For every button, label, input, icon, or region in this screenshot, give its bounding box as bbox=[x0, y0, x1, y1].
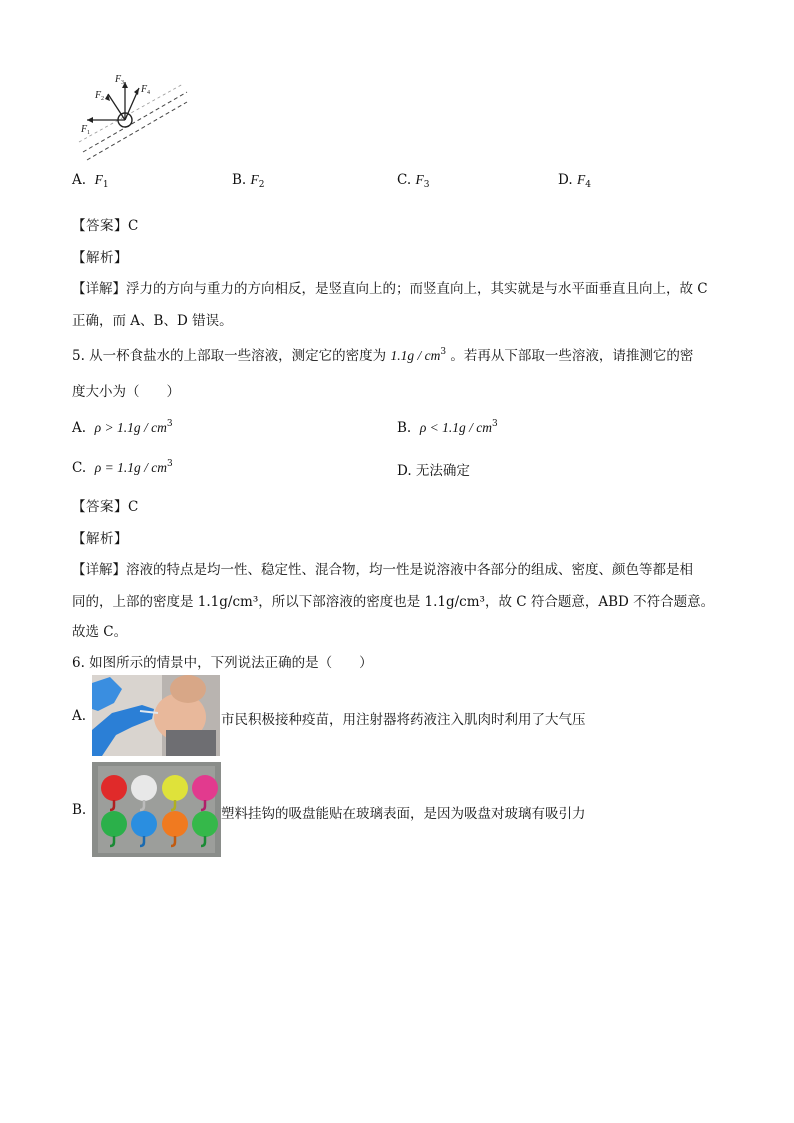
q4-option-a[interactable]: A. $F_1$ bbox=[72, 172, 109, 190]
label-f1: F bbox=[81, 124, 88, 135]
q5-option-a[interactable]: A. $\rho > 1.1g / cm^3$ bbox=[72, 419, 173, 436]
q5-analysis: 【解析】 bbox=[72, 531, 128, 547]
q6-option-b-text: 塑料挂钩的吸盘能贴在玻璃表面，是因为吸盘对玻璃有吸引力 bbox=[221, 806, 586, 822]
q5-option-d[interactable]: D. 无法确定 bbox=[397, 463, 470, 479]
label-f2: F bbox=[95, 90, 102, 101]
q4-option-c[interactable]: C. $F_3$ bbox=[397, 172, 430, 190]
q6-option-a-label[interactable]: A. bbox=[72, 708, 87, 724]
q4-detail-line2: 正确，而 A、B、D 错误。 bbox=[72, 313, 233, 329]
label-f4: F bbox=[141, 84, 148, 95]
vaccination-photo bbox=[92, 675, 220, 756]
suction-hooks-photo bbox=[92, 762, 221, 857]
q4-option-b[interactable]: B. $F_2$ bbox=[232, 172, 265, 190]
q6-stem: 6. 如图所示的情景中，下列说法正确的是（ ） bbox=[72, 655, 373, 671]
q5-stem-line2: 度大小为（ ） bbox=[72, 384, 180, 400]
svg-text:3: 3 bbox=[121, 80, 124, 86]
q5-detail-line2: 同的，上部的密度是 1.1g/cm³，所以下部溶液的密度也是 1.1g/cm³，故 C 符合题意，ABD 不符合题意。 bbox=[72, 594, 715, 610]
q4-answer: 【答案】C bbox=[72, 218, 139, 234]
label-f3: F bbox=[115, 74, 122, 85]
q4-analysis: 【解析】 bbox=[72, 250, 128, 266]
q4-detail-line1: 【详解】浮力的方向与重力的方向相反，是竖直向上的；而竖直向上，其实就是与水平面垂直且向上，故 C bbox=[72, 281, 708, 297]
q5-detail-line3: 故选 C。 bbox=[72, 624, 128, 640]
q4-option-d[interactable]: D. $F_4$ bbox=[558, 172, 591, 190]
svg-text:4: 4 bbox=[147, 90, 150, 96]
force-diagram bbox=[75, 70, 190, 165]
q5-stem-line1: 5. 从一杯食盐水的上部取一些溶液，测定它的密度为 $1.1g / cm^3$ 。若再从下部取一些溶液，请推测它的密 bbox=[72, 347, 694, 364]
svg-text:1: 1 bbox=[87, 130, 90, 136]
q5-detail-line1: 【详解】溶液的特点是均一性、稳定性、混合物，均一性是说溶液中各部分的组成、密度、颜色等都是相 bbox=[72, 562, 693, 578]
q5-answer: 【答案】C bbox=[72, 499, 139, 515]
q5-option-b[interactable]: B. $\rho < 1.1g / cm^3$ bbox=[397, 419, 498, 436]
svg-text:2: 2 bbox=[101, 96, 104, 102]
q6-option-a-text: 市民积极接种疫苗，用注射器将药液注入肌肉时利用了大气压 bbox=[221, 712, 586, 728]
q6-option-b-label[interactable]: B. bbox=[72, 802, 87, 818]
q5-option-c[interactable]: C. $\rho = 1.1g / cm^3$ bbox=[72, 459, 173, 476]
